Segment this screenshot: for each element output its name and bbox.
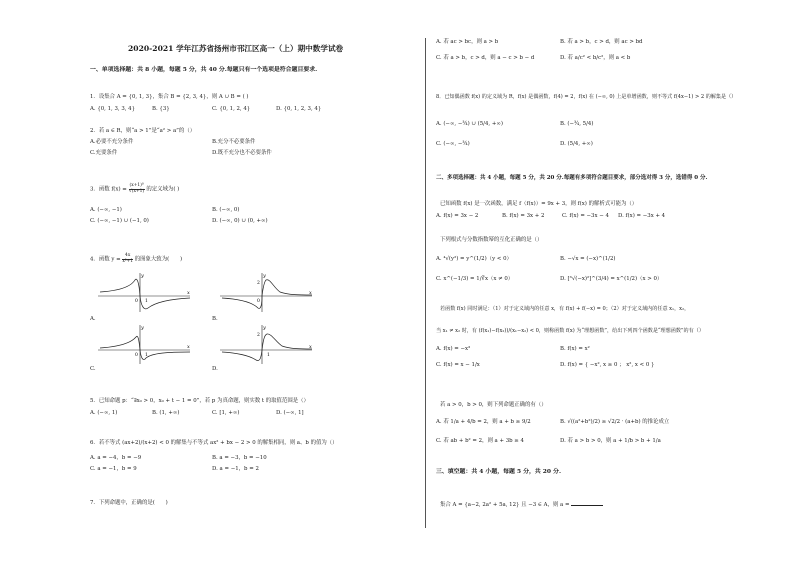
q11-stem-line2: 当 x₁ ≠ x₂ 时，有 (f(x₁)−f(x₂))/(x₁−x₂) < 0，则称函数 f(x) 为“理想函数”，给出下列四个函数是“理想函数”的有（） <box>436 328 704 334</box>
svg-text:x: x <box>309 290 312 296</box>
q4-fraction <box>122 254 133 264</box>
svg-text:1: 1 <box>267 353 270 358</box>
q3-option-b[interactable]: B. (−∞, 0) <box>212 207 240 213</box>
q10-option-b[interactable]: B. −√x = (−x)^(1/2) <box>560 256 616 262</box>
svg-text:2: 2 <box>257 333 260 338</box>
q1-option-d[interactable]: D. {0, 1, 2, 3, 4} <box>276 106 322 112</box>
q2-option-b[interactable]: B.充分不必要条件 <box>212 139 256 145</box>
column-divider <box>425 38 426 528</box>
svg-text:0: 0 <box>135 299 138 304</box>
q2-option-c[interactable]: C.充要条件 <box>90 150 118 156</box>
q6-option-d[interactable]: D. a = −1，b = 2 <box>212 466 259 472</box>
svg-text:2: 2 <box>257 281 260 286</box>
q4-option-a[interactable]: A. <box>90 316 96 322</box>
q2-option-d[interactable]: D.既不充分也不必要条件 <box>212 150 272 156</box>
q11-stem-line1: 若函数 f(x) 同时满足：（1）对于定义域内的任意 x，有 f(x) + f(−x) = 0；（2）对于定义域内的任意 x₁，x₂， <box>440 306 690 312</box>
q5-option-c[interactable]: C. [1, +∞) <box>212 410 240 416</box>
q4-stem <box>90 254 182 265</box>
q8-stem: 8．已知偶函数 f(x) 的定义域为 R，f(x) 是偶函数，f(4) = 2，f(x) 在 (−∞, 0) 上是单增函数，则不等式 f(4x−1) > 2 的解集是（） <box>436 94 737 100</box>
svg-text:1: 1 <box>145 299 148 304</box>
q3-option-d[interactable]: D. (−∞, 0) ∪ (0, +∞) <box>212 218 268 224</box>
q9-option-a[interactable]: A. f(x) = 3x − 2 <box>436 213 479 219</box>
q4-option-b[interactable]: B. <box>212 316 218 322</box>
q1-option-a[interactable]: A. {0, 1, 3, 3, 4} <box>90 106 136 112</box>
q8-option-c[interactable]: C. (−∞, −¾) <box>436 141 470 147</box>
q1-option-b[interactable]: B. {3} <box>152 106 170 112</box>
q2-stem: 2．若 a ∈ R，则“a > 1”是“a² > a”的（） <box>90 128 196 134</box>
q13-text: 集合 A = {a−2, 2a² + 5a, 12} 且 −3 ∈ A，则 a = <box>440 502 572 508</box>
q7-option-b[interactable]: B. 若 a > b，c > d，则 ac > bd <box>560 39 643 45</box>
q12-option-a[interactable]: A. 若 1/a + 4/b = 2，则 a + b ≥ 9/2 <box>436 419 531 425</box>
svg-text:0: 0 <box>257 299 260 304</box>
q7-option-d[interactable]: D. 若 a/c² < b/c²，则 a < b <box>560 55 631 61</box>
q12-option-d[interactable]: D. 若 a > b > 0，则 a + 1/b > b + 1/a <box>560 438 661 444</box>
svg-text:x: x <box>309 344 312 350</box>
section-single-choice: 一、单项选择题：共 8 小题，每题 5 分，共 40 分.每题只有一个选项是符合题目要求. <box>90 66 318 73</box>
svg-text:y: y <box>263 273 266 279</box>
q4-stem-pre: 4．函数 y = <box>90 256 123 263</box>
svg-text:x: x <box>187 344 190 350</box>
svg-text:y: y <box>141 273 144 279</box>
section-multiple-choice: 二、多项选择题：共 4 小题，每题 5 分，共 20 分.每题有多项符合题目要求，部分选对得 3 分，选错得 0 分. <box>436 175 708 181</box>
q5-option-b[interactable]: B. (1, +∞) <box>152 410 180 416</box>
q7-stem: 7．下列命题中，正确的是( ) <box>90 500 168 506</box>
q10-option-c[interactable]: C. x^(−1/3) = 1/∛x（x ≠ 0） <box>436 276 514 282</box>
section-fill-in: 三、填空题：共 4 小题，每题 5 分，共 20 分. <box>436 468 562 475</box>
q5-option-d[interactable]: D. (−∞, 1] <box>276 410 304 416</box>
q12-stem: 若 a > 0，b > 0，则下列命题正确的有（） <box>440 402 547 408</box>
q10-option-d[interactable]: D. [³√(−x)²]^(3/4) = x^(1/2)（x > 0） <box>560 276 663 282</box>
q12-option-c[interactable]: C. 若 ab + b² = 2，则 a + 3b ≥ 4 <box>436 438 524 444</box>
q5-stem: 5．已知命题 p：“∃x₀ > 0，x₀ + t − 1 = 0”，若 p 为真命题，则实数 t 的取值范围是（） <box>90 398 309 404</box>
q4-graph-c[interactable] <box>96 322 194 366</box>
q3-denominator: √(x+1) <box>128 188 145 194</box>
left-column <box>88 0 418 562</box>
q12-option-b[interactable]: B. √((a²+b²)/2) ≥ √2/2 · (a+b) 的推论成立 <box>560 419 670 425</box>
q13-answer-blank[interactable] <box>571 500 603 506</box>
q9-option-d[interactable]: D. f(x) = −3x + 4 <box>618 213 666 219</box>
q4-option-c[interactable]: C. <box>90 366 96 372</box>
q6-option-a[interactable]: A. a = −4，b = −9 <box>90 455 142 461</box>
q11-option-c[interactable]: C. f(x) = x − 1/x <box>436 362 480 368</box>
q3-option-c[interactable]: C. (−∞, −1) ∪ (−1, 0) <box>90 218 149 224</box>
q11-option-b[interactable]: B. f(x) = x² <box>560 346 590 352</box>
svg-text:y: y <box>141 325 144 331</box>
svg-text:1: 1 <box>145 353 148 358</box>
q9-option-b[interactable]: B. f(x) = 3x + 2 <box>502 213 545 219</box>
q8-option-d[interactable]: D. (5/4, +∞) <box>560 141 593 147</box>
q3-numerator: (x+1)⁰ <box>129 183 144 188</box>
q3-fraction <box>129 184 145 194</box>
q9-option-c[interactable]: C. f(x) = −3x − 4 <box>562 213 609 219</box>
q3-stem <box>90 184 179 195</box>
svg-text:y: y <box>263 325 266 331</box>
q5-option-a[interactable]: A. (−∞, 1) <box>90 410 118 416</box>
q11-option-d[interactable]: D. f(x) = { −x², x ≥ 0 ； x², x < 0 } <box>560 362 655 368</box>
page-title: 2020-2021 学年江苏省扬州市邗江区高一（上）期中数学试卷 <box>128 44 344 53</box>
q8-option-a[interactable]: A. (−∞, −¾) ∪ (5/4, +∞) <box>436 121 503 127</box>
q3-stem-post: 的定义域为( ) <box>144 186 180 193</box>
q4-stem-post: 的图象大致为( ) <box>133 256 183 263</box>
q4-graph-d[interactable] <box>218 322 316 366</box>
q1-stem: 1．设集合 A = {0, 1, 3}，集合 B = {2, 3, 4}，则 A ∪ B = ( ) <box>90 94 249 100</box>
q10-option-a[interactable]: A. ⁴√(y²) = y^(1/2)（y < 0） <box>436 256 512 262</box>
q6-option-b[interactable]: B. a = −3，b = −10 <box>212 455 267 461</box>
q7-option-c[interactable]: C. 若 a > b，c > d，则 a − c > b − d <box>436 55 535 61</box>
q6-stem: 6．若不等式 (ax+2)/(x+2) < 0 的解集与不等式 ax² + bx − 2 > 0 的解集相同，则 a、b 的值为（） <box>90 440 338 446</box>
q1-option-c[interactable]: C. {0, 1, 2, 4} <box>212 106 251 112</box>
right-column <box>434 0 774 562</box>
q4-numerator: 4x <box>122 254 133 260</box>
q4-graph-a[interactable] <box>96 270 194 314</box>
q7-option-a[interactable]: A. 若 ac > bc，则 a > b <box>436 39 499 45</box>
q10-stem: 下列根式与分数指数幂的互化正确的是（） <box>440 237 543 243</box>
q6-option-c[interactable]: C. a = −1，b = 9 <box>90 466 137 472</box>
q4-option-d[interactable]: D. <box>212 366 218 372</box>
q8-option-b[interactable]: B. (−¾, 5/4) <box>560 121 594 127</box>
q9-stem: 已知函数 f(x) 是一次函数，满足 f（f(x)）= 9x + 3，则 f(x) 的解析式可能为（） <box>440 201 638 207</box>
svg-text:x: x <box>187 290 190 296</box>
q4-graph-b[interactable] <box>218 270 316 314</box>
q4-denominator: x²+1 <box>122 258 134 264</box>
q3-stem-pre: 3．函数 f(x) = <box>90 186 129 193</box>
svg-text:0: 0 <box>135 353 138 358</box>
q2-option-a[interactable]: A.必要不充分条件 <box>90 139 134 145</box>
q13-stem <box>440 500 603 509</box>
q3-option-a[interactable]: A. (−∞, −1) <box>90 207 122 213</box>
q11-option-a[interactable]: A. f(x) = −x³ <box>436 346 471 352</box>
